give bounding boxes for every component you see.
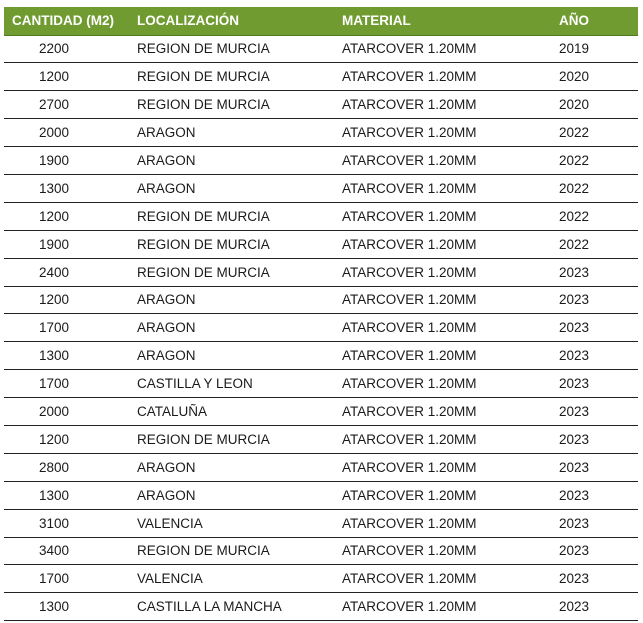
cell-location: ARAGON: [130, 119, 335, 147]
cell-year: 2023: [550, 258, 638, 286]
cell-quantity: 3400: [4, 537, 130, 565]
cell-location: ARAGON: [130, 314, 335, 342]
cell-quantity: 1300: [4, 593, 130, 621]
table-row: [4, 63, 638, 91]
column-header-quantity: CANTIDAD (M2): [4, 7, 130, 35]
cell-year: 2022: [550, 174, 638, 202]
cell-location: CATALUÑA: [130, 398, 335, 426]
cell-location: CASTILLA Y LEON: [130, 370, 335, 398]
table-row: [4, 314, 638, 342]
cell-location: ARAGON: [130, 147, 335, 175]
cell-material: ATARCOVER 1.20MM: [335, 565, 550, 593]
table-row: [4, 565, 638, 593]
column-header-year: AÑO: [550, 7, 638, 35]
cell-material: ATARCOVER 1.20MM: [335, 398, 550, 426]
table-header-row: [4, 7, 638, 35]
cell-material: ATARCOVER 1.20MM: [335, 63, 550, 91]
cell-year: 2023: [550, 481, 638, 509]
table-row: [4, 91, 638, 119]
table-row: [4, 119, 638, 147]
column-header-material: MATERIAL: [335, 7, 550, 35]
cell-year: 2023: [550, 370, 638, 398]
cell-location: ARAGON: [130, 453, 335, 481]
cell-material: ATARCOVER 1.20MM: [335, 481, 550, 509]
cell-year: 2023: [550, 398, 638, 426]
cell-material: ATARCOVER 1.20MM: [335, 370, 550, 398]
cell-quantity: 2700: [4, 91, 130, 119]
cell-quantity: 1900: [4, 147, 130, 175]
cell-location: VALENCIA: [130, 509, 335, 537]
cell-location: REGION DE MURCIA: [130, 202, 335, 230]
cell-material: ATARCOVER 1.20MM: [335, 314, 550, 342]
cell-material: ATARCOVER 1.20MM: [335, 537, 550, 565]
cell-location: REGION DE MURCIA: [130, 425, 335, 453]
column-header-location: LOCALIZACIÓN: [130, 7, 335, 35]
cell-year: 2023: [550, 537, 638, 565]
cell-material: ATARCOVER 1.20MM: [335, 230, 550, 258]
cell-year: 2023: [550, 593, 638, 621]
table-row: [4, 481, 638, 509]
cell-material: ATARCOVER 1.20MM: [335, 174, 550, 202]
cell-quantity: 1300: [4, 174, 130, 202]
cell-year: 2023: [550, 453, 638, 481]
cell-location: REGION DE MURCIA: [130, 258, 335, 286]
cell-location: REGION DE MURCIA: [130, 91, 335, 119]
cell-material: ATARCOVER 1.20MM: [335, 286, 550, 314]
cell-location: ARAGON: [130, 481, 335, 509]
cell-quantity: 1700: [4, 565, 130, 593]
cell-year: 2023: [550, 314, 638, 342]
cell-material: ATARCOVER 1.20MM: [335, 147, 550, 175]
cell-material: ATARCOVER 1.20MM: [335, 202, 550, 230]
cell-year: 2020: [550, 91, 638, 119]
cell-year: 2023: [550, 286, 638, 314]
cell-material: ATARCOVER 1.20MM: [335, 258, 550, 286]
cell-quantity: 1900: [4, 230, 130, 258]
cell-location: REGION DE MURCIA: [130, 230, 335, 258]
cell-location: ARAGON: [130, 286, 335, 314]
table-row: [4, 230, 638, 258]
cell-quantity: 2200: [4, 35, 130, 63]
cell-quantity: 1200: [4, 286, 130, 314]
table-row: [4, 398, 638, 426]
table-row: [4, 202, 638, 230]
table-header: [4, 7, 638, 35]
table-row: [4, 35, 638, 63]
cell-quantity: 1700: [4, 314, 130, 342]
table-body: [4, 35, 638, 621]
cell-location: VALENCIA: [130, 565, 335, 593]
cell-quantity: 1700: [4, 370, 130, 398]
cell-location: REGION DE MURCIA: [130, 63, 335, 91]
cell-material: ATARCOVER 1.20MM: [335, 593, 550, 621]
table-row: [4, 174, 638, 202]
cell-year: 2022: [550, 147, 638, 175]
cell-material: ATARCOVER 1.20MM: [335, 91, 550, 119]
cell-quantity: 2000: [4, 398, 130, 426]
table-row: [4, 147, 638, 175]
cell-year: 2023: [550, 565, 638, 593]
cell-material: ATARCOVER 1.20MM: [335, 425, 550, 453]
projects-table: [4, 7, 638, 621]
cell-material: ATARCOVER 1.20MM: [335, 453, 550, 481]
cell-location: CASTILLA LA MANCHA: [130, 593, 335, 621]
table-row: [4, 342, 638, 370]
cell-year: 2023: [550, 509, 638, 537]
cell-location: ARAGON: [130, 342, 335, 370]
cell-year: 2023: [550, 342, 638, 370]
cell-year: 2022: [550, 119, 638, 147]
cell-location: REGION DE MURCIA: [130, 35, 335, 63]
cell-quantity: 2000: [4, 119, 130, 147]
cell-quantity: 1200: [4, 63, 130, 91]
table-row: [4, 258, 638, 286]
cell-quantity: 1200: [4, 202, 130, 230]
table-row: [4, 593, 638, 621]
table-row: [4, 509, 638, 537]
cell-year: 2023: [550, 425, 638, 453]
table-row: [4, 370, 638, 398]
cell-location: REGION DE MURCIA: [130, 537, 335, 565]
projects-table-container: [4, 7, 638, 621]
cell-year: 2020: [550, 63, 638, 91]
cell-quantity: 3100: [4, 509, 130, 537]
cell-quantity: 2400: [4, 258, 130, 286]
cell-year: 2022: [550, 230, 638, 258]
cell-location: ARAGON: [130, 174, 335, 202]
cell-quantity: 1300: [4, 342, 130, 370]
table-row: [4, 453, 638, 481]
cell-material: ATARCOVER 1.20MM: [335, 342, 550, 370]
cell-material: ATARCOVER 1.20MM: [335, 509, 550, 537]
table-row: [4, 286, 638, 314]
cell-year: 2019: [550, 35, 638, 63]
cell-material: ATARCOVER 1.20MM: [335, 35, 550, 63]
cell-material: ATARCOVER 1.20MM: [335, 119, 550, 147]
cell-year: 2022: [550, 202, 638, 230]
cell-quantity: 2800: [4, 453, 130, 481]
cell-quantity: 1200: [4, 425, 130, 453]
cell-quantity: 1300: [4, 481, 130, 509]
table-row: [4, 425, 638, 453]
table-row: [4, 537, 638, 565]
